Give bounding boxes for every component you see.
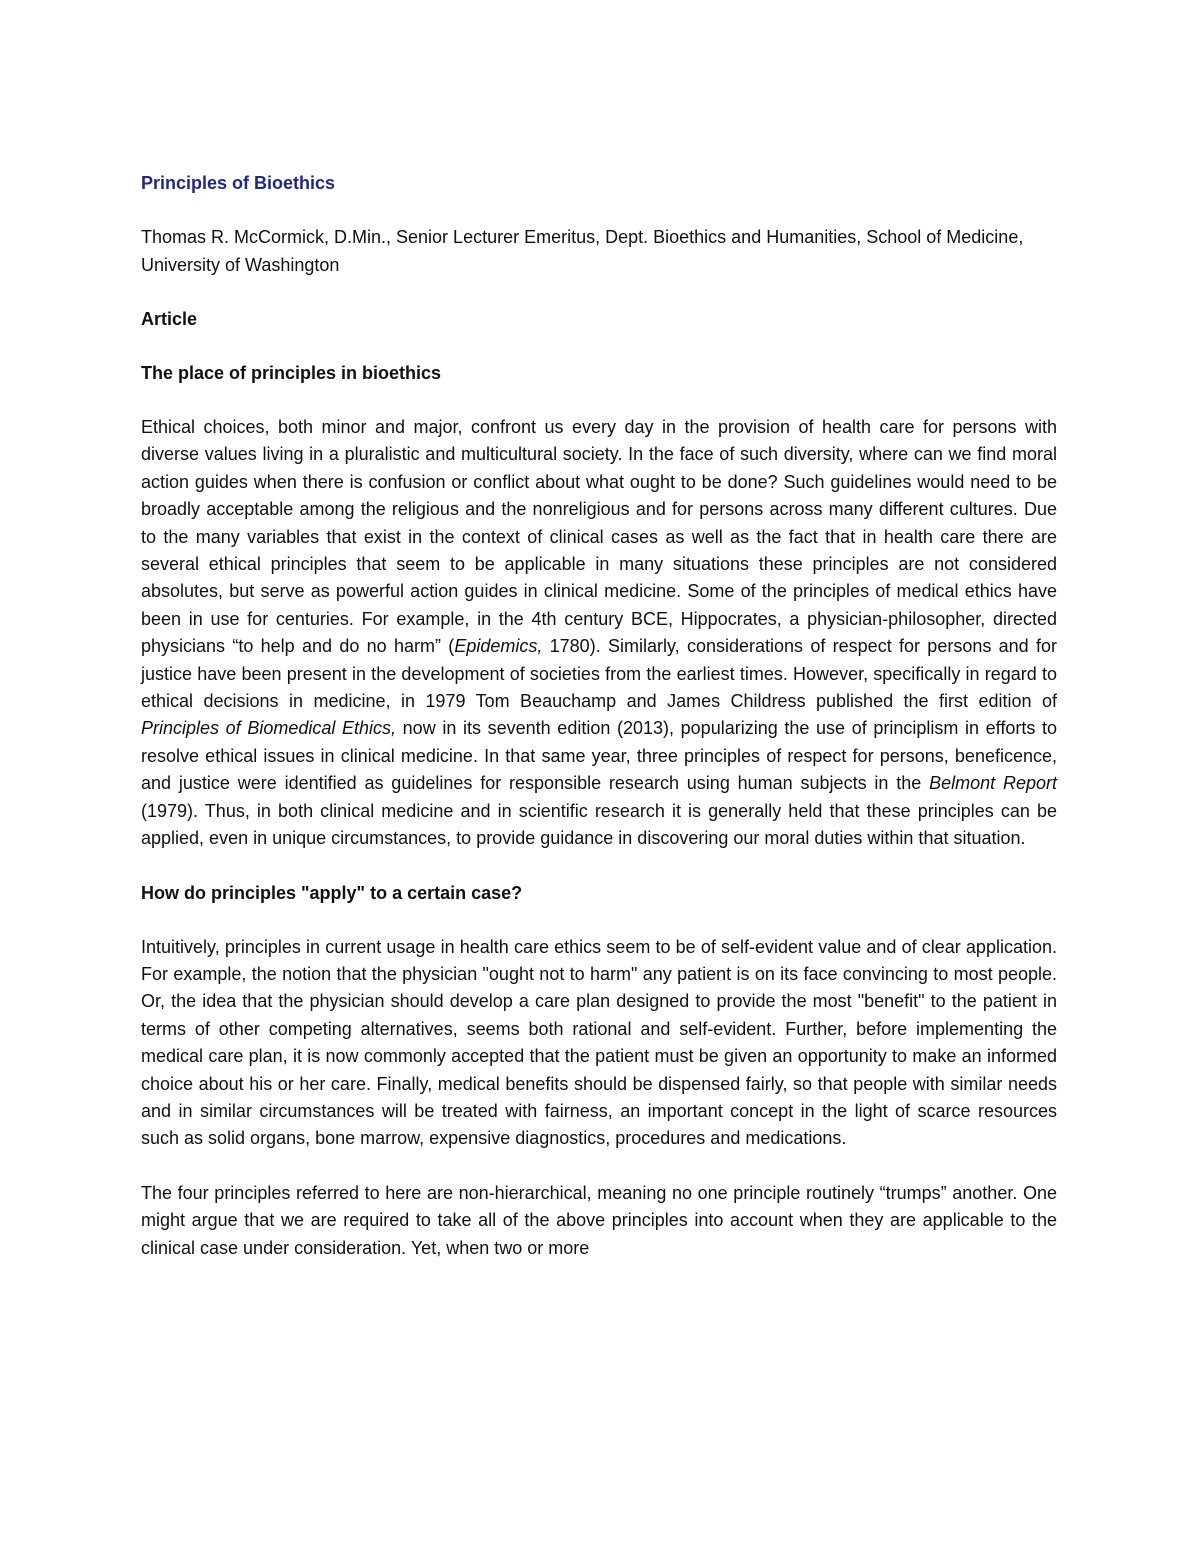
paragraph-2: Intuitively, principles in current usage in health care ethics seem to be of self-evident value and of clear application. For example, the notion that the physician "ought not to harm" any patient is on its face convincing to most people. Or, the idea that the physician should develop a care plan designed to provide the most "benefit" to the patient in terms of other competing alternatives, seems both rational and self-evident. Further, before implementing the medical care plan, it is now commonly accepted that the patient must be given an opportunity to make an informed choice about his or her care. Finally, medical benefits should be dispensed fairly, so that people with similar needs and in similar circumstances will be treated with fairness, an important concept in the light of scarce resources such as solid organs, bone marrow, expensive diagnostics, procedures and medications. xyxy=(141,936,1057,1149)
paragraph-1-italic-epidemics: Epidemics, xyxy=(454,636,543,657)
paragraph-1 xyxy=(141,414,1057,853)
paragraph-3: The four principles referred to here are non-hierarchical, meaning no one principle routinely “trumps” another. One might argue that we are required to take all of the above principles into account when they are applicable to the clinical case under consideration. Yet, when two or more xyxy=(141,1182,1057,1258)
paragraph-1-part-2: 1780). Similarly, considerations of respect for persons and for justice have been present in the development of societies from the earliest times. However, specifically in regard to ethical decisions in medicine, in 1979 Tom Beauchamp and James Childress published the first edition of xyxy=(141,636,1057,712)
paragraph-1-part-3: now in its seventh edition (2013), popularizing the use of principlism in efforts to resolve ethical issues in clinical medicine. In that same year, three principles of respect for persons, beneficence, and justice were identified as guidelines for responsible research using human subjects in the xyxy=(141,718,1058,794)
paragraph-1-italic-principles-book: Principles of Biomedical Ethics, xyxy=(141,718,397,739)
heading-place-of-principles: The place of principles in bioethics xyxy=(141,363,442,383)
paragraph-1-part-4: (1979). Thus, in both clinical medicine and in scientific research it is generally held that these principles can be applied, even in unique circumstances, to provide guidance in discovering our moral duties within that situation. xyxy=(141,800,1057,849)
heading-how-principles-apply: How do principles "apply" to a certain case? xyxy=(141,882,523,903)
paragraph-1-part-1: Ethical choices, both minor and major, confront us every day in the provision of health care for persons with diverse values living in a pluralistic and multicultural society. In the face of such diversity, where can we find moral action guides when there is confusion or conflict about what ought to be done? Such guidelines would need to be broadly acceptable among the religious and the nonreligious and for persons across many different cultures. Due to the many variables that exist in the context of clinical cases as well as the fact that in health care there are several ethical principles that seem to be applicable in many situations these principles are not considered absolutes, but serve as powerful action guides in clinical medicine. Some of the principles of medical ethics have been in use for centuries. For example, in the 4th century BCE, Hippocrates, a physician-philosopher, directed physicians “to help and do no harm” ( xyxy=(141,417,1057,657)
document-title: Principles of Bioethics xyxy=(141,173,336,193)
author-line: Thomas R. McCormick, D.Min., Senior Lecturer Emeritus, Dept. Bioethics and Humanities, School of Medicine, University of Washington xyxy=(141,227,1024,275)
paragraph-1-italic-belmont-report: Belmont Report xyxy=(929,773,1058,794)
section-label: Article xyxy=(141,309,198,329)
document-page xyxy=(141,170,1057,1289)
